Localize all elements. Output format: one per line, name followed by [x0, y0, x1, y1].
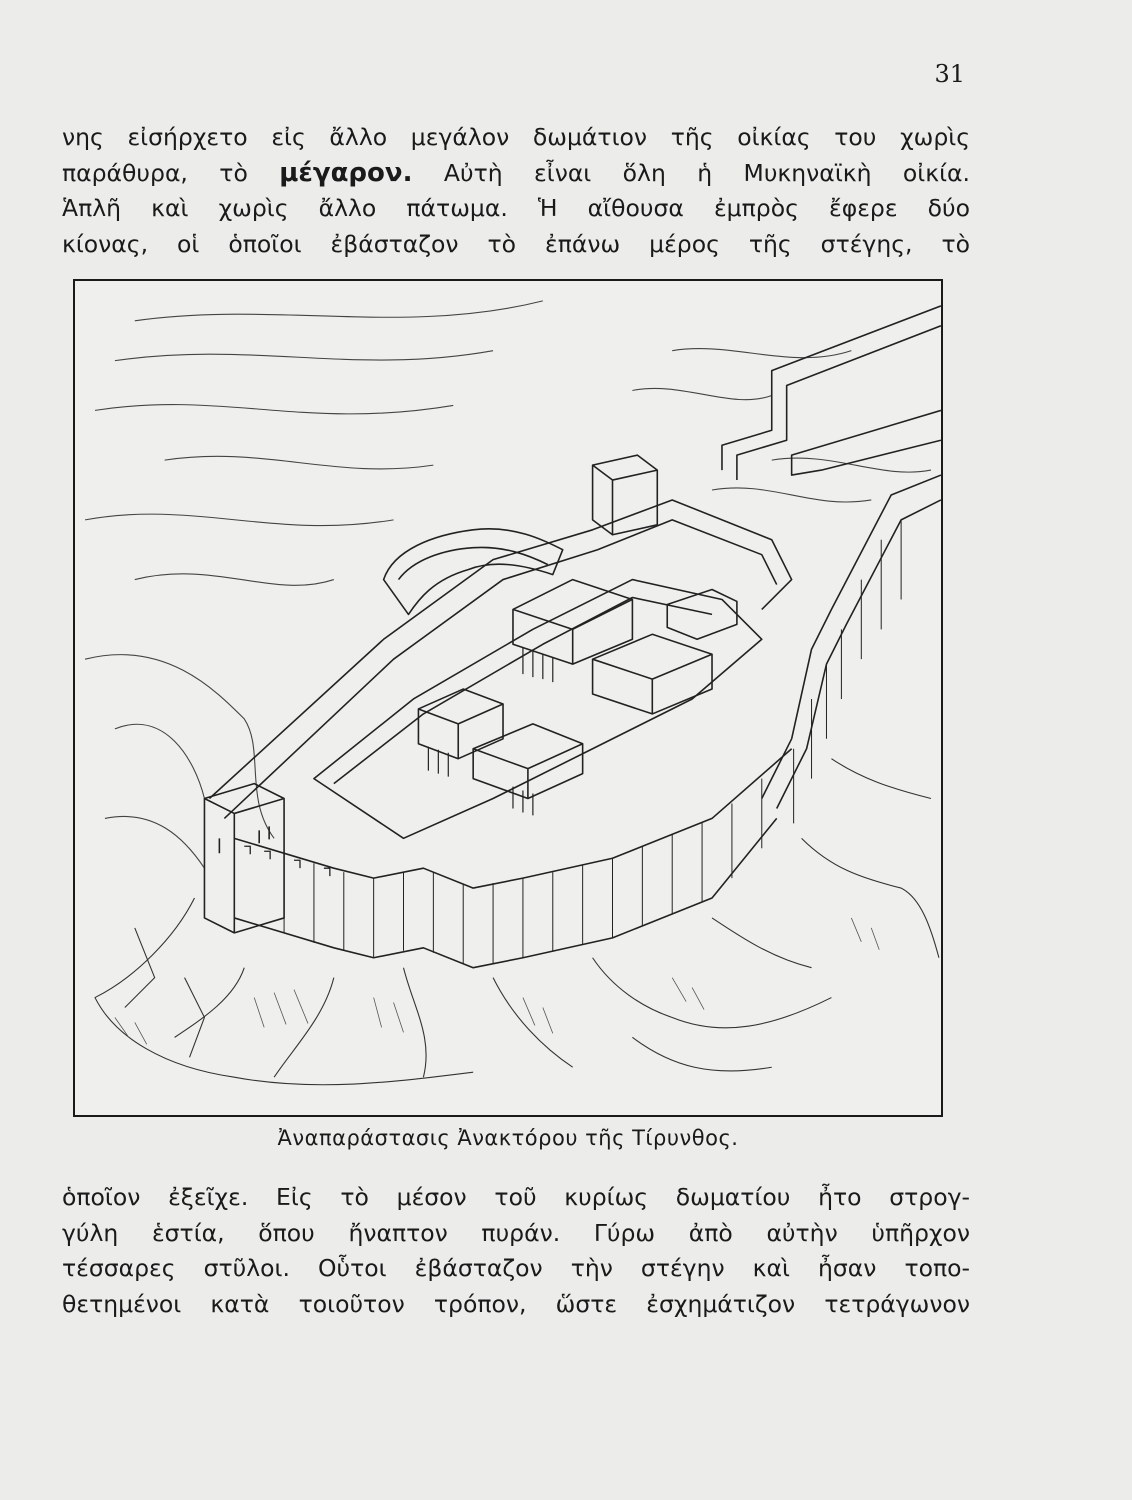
text-line: τέσσαρες στῦλοι. Οὗτοι ἐβάσταζον τὴν στέγην καὶ ἦσαν τοπο- — [62, 1254, 970, 1282]
text-line: Ἁπλῆ καὶ χωρὶς ἄλλο πάτωμα. Ἡ αἴθουσα ἐμπρὸς ἔφερε δύο — [62, 194, 970, 222]
text-span: παράθυρα, τὸ — [62, 158, 280, 187]
text-line: νης εἰσήρχετο εἰς ἄλλο μεγάλον δωμάτιον τῆς οἰκίας του χωρὶς — [62, 123, 970, 151]
paragraph-top — [62, 120, 970, 262]
paragraph-bottom — [62, 1180, 970, 1322]
text-line: θετημένοι κατὰ τοιοῦτον τρόπον, ὥστε ἐσχημάτιζον τετράγωνον — [62, 1289, 970, 1318]
bold-term-megaron: μέγαρον. — [279, 157, 413, 188]
text-line: κίονας, οἱ ὁποῖοι ἐβάσταζον τὸ ἐπάνω μέρος τῆς στέγης, τὸ — [62, 229, 970, 258]
tiryns-palace-drawing — [75, 281, 941, 1115]
text-line: γύλη ἑστία, ὅπου ἤναπτον πυράν. Γύρω ἀπὸ αὐτὴν ὑπῆρχον — [62, 1218, 970, 1247]
figure-caption: Ἀναπαράστασις Ἀνακτόρου τῆς Τίρυνθος. — [277, 1126, 739, 1150]
text-span: Αὐτὴ εἶναι ὅλη ἡ Μυκηναϊκὴ οἰκία. — [412, 158, 970, 187]
page-number: 31 — [934, 60, 965, 88]
figure-illustration — [73, 279, 943, 1117]
text-line — [62, 156, 970, 192]
text-line: ὁποῖον ἐξεῖχε. Εἰς τὸ μέσον τοῦ κυρίως δωματίου ἦτο στρογ- — [62, 1183, 970, 1211]
